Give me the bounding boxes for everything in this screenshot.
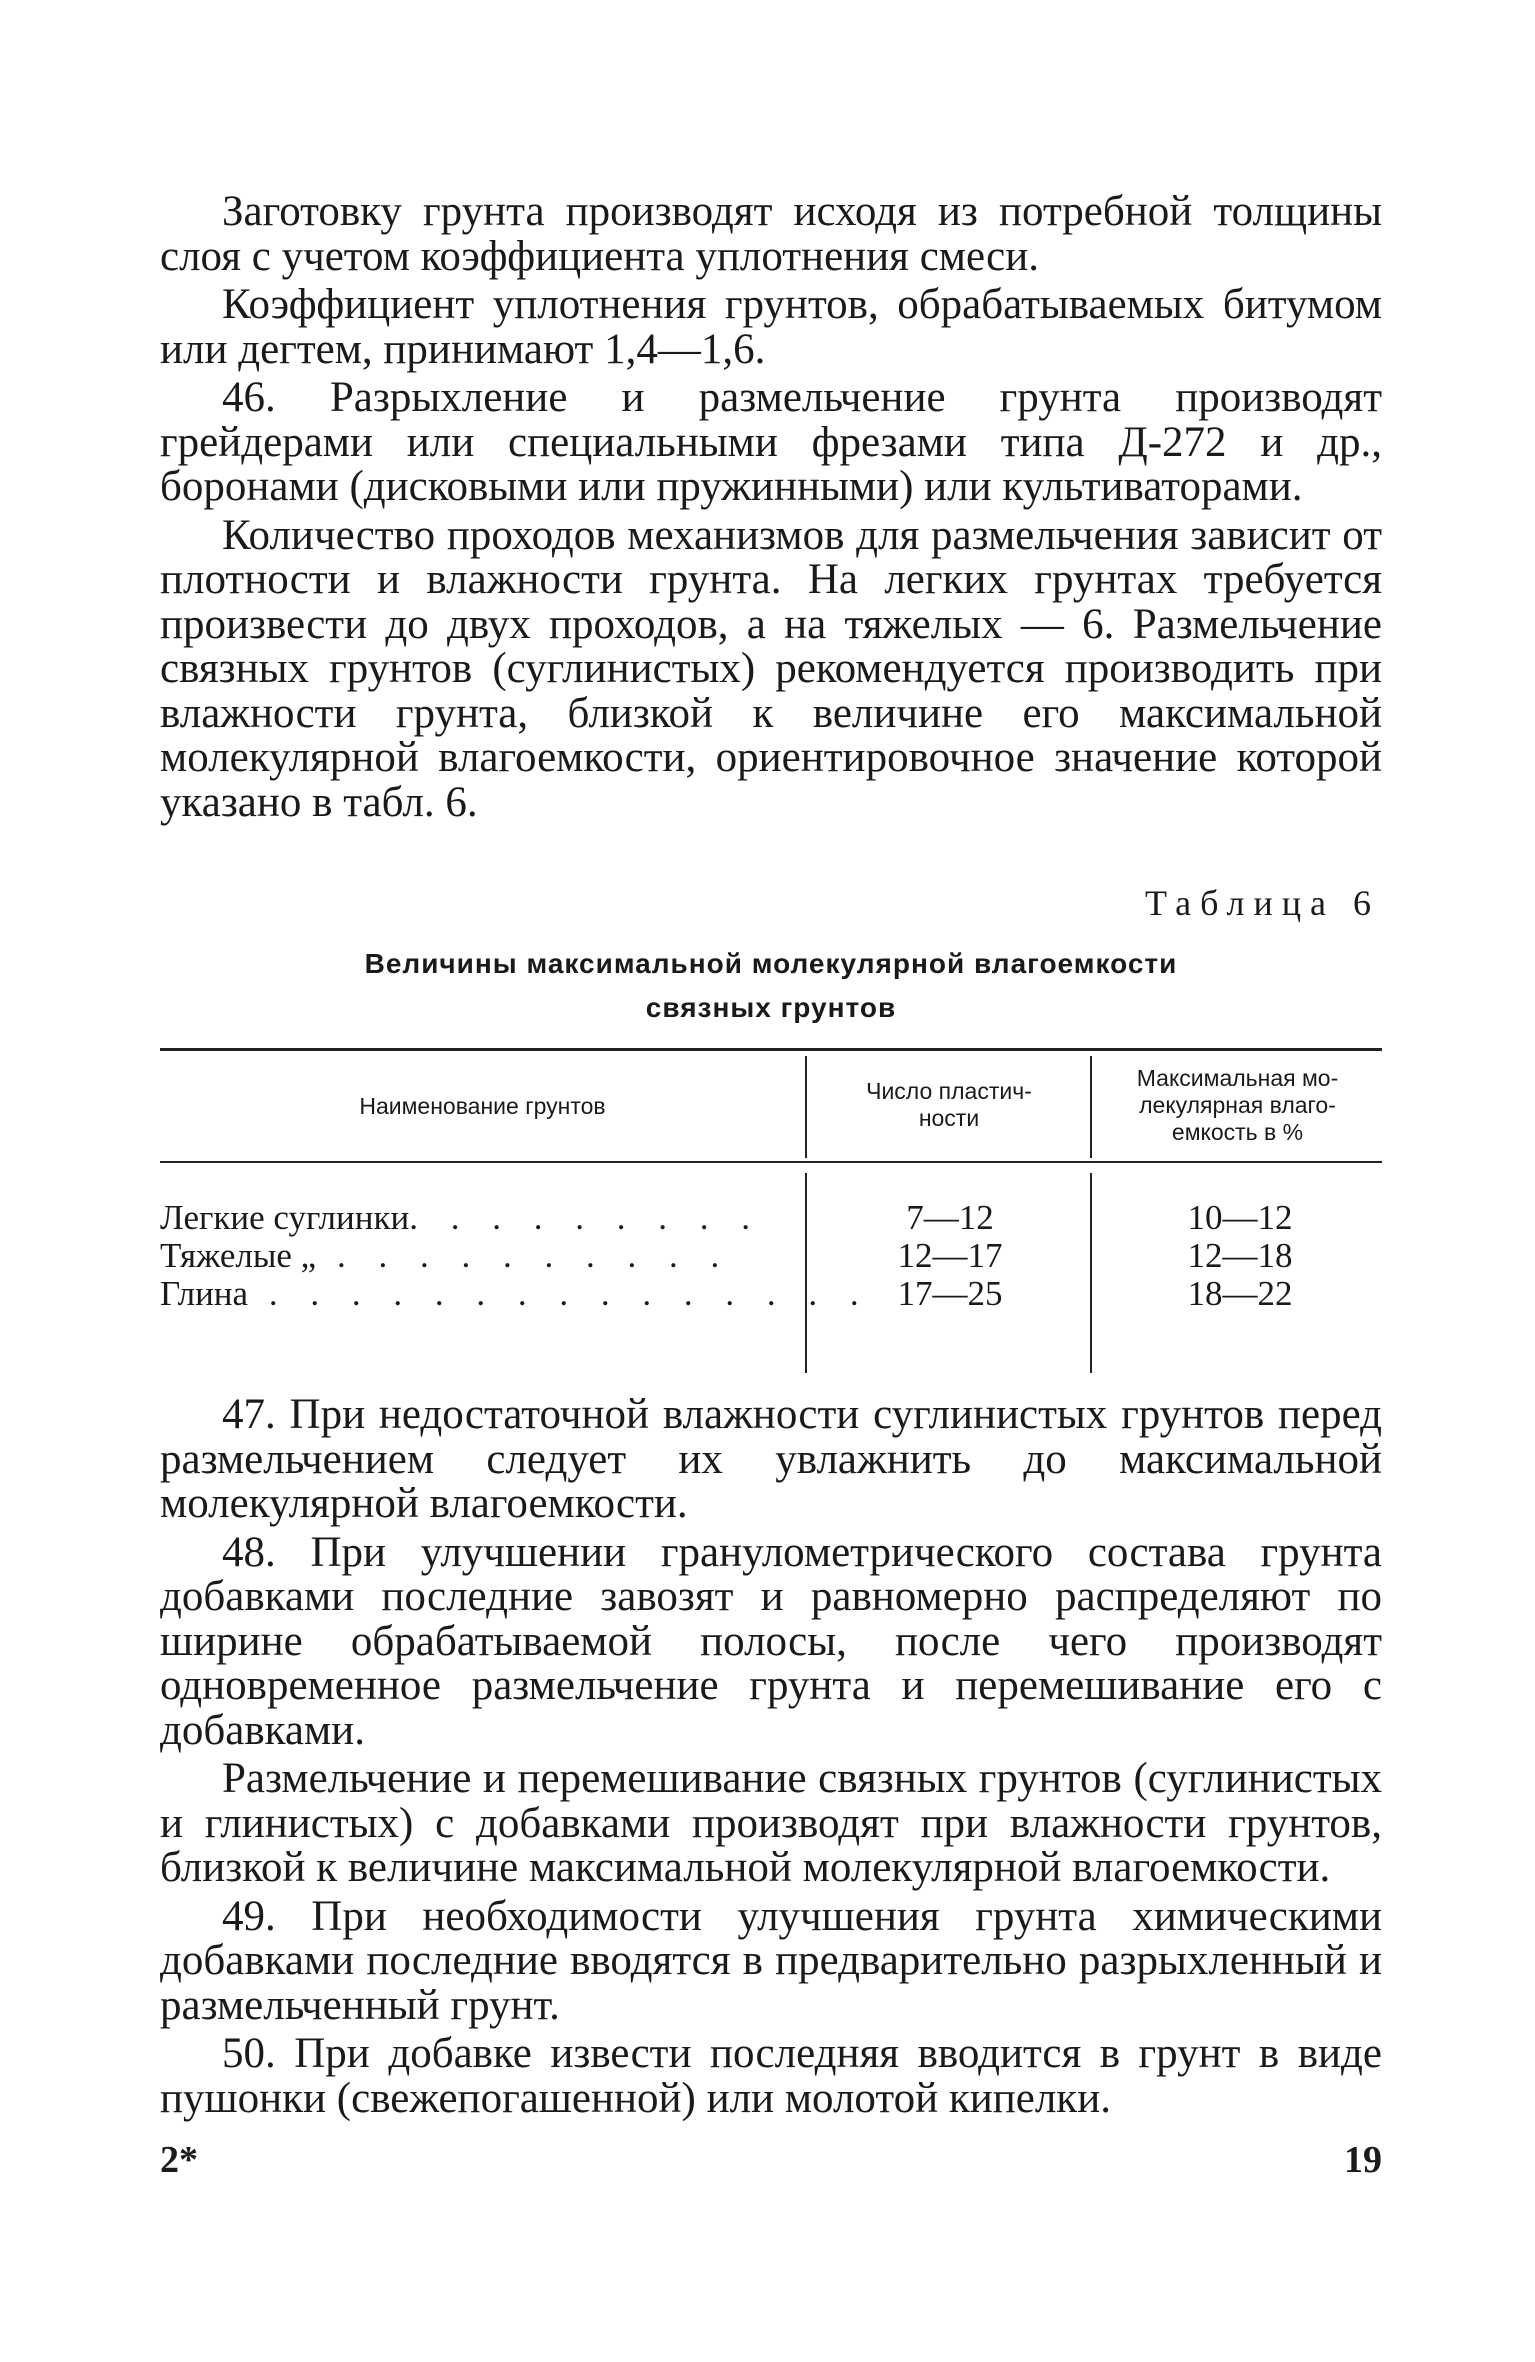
paragraph: Размельчение и перемешивание связных грунтов (суглинистых и глинистых) с добавками производят при влажности грунтов, близкой к величине максимальной молекулярной влагоемкости.: [160, 1755, 1382, 1891]
moisture-value: 10—12: [1187, 1198, 1293, 1237]
header-line: Максимальная мо-: [1136, 1065, 1339, 1091]
page-number: 19: [1344, 2139, 1382, 2181]
table-caption-line: Величины максимальной молекулярной влагоемкости: [364, 948, 1178, 979]
paragraph: 47. При недостаточной влажности суглинистых грунтов перед размельчением следует их увлажнить до максимальной молекулярной влагоемкости.: [160, 1391, 1382, 1527]
header-divider: [1090, 1056, 1092, 1158]
header-plasticity: [808, 1078, 1090, 1132]
table-label: Таблица 6: [1145, 883, 1380, 923]
table-header-rule: [160, 1161, 1382, 1163]
paragraph: Коэффициент уплотнения грунтов, обрабатываемых битумом или дегтем, принимают 1,4—1,6.: [160, 281, 1382, 373]
bottom-text-block: [160, 1393, 1382, 2121]
header-soil-name: Наименование грунтов: [359, 1093, 606, 1119]
top-text-block: [160, 190, 1382, 825]
header-line: ности: [918, 1105, 980, 1131]
plasticity-value: 7—12: [906, 1198, 994, 1237]
plasticity-value: 17—25: [897, 1274, 1003, 1313]
soil-name: [160, 1274, 871, 1314]
table-caption-line: связных грунтов: [645, 992, 897, 1023]
table-row: [160, 1274, 1382, 1314]
leader-dots: . . . . . . . . . . . . . . .: [248, 1274, 871, 1313]
header-line: Число пластич-: [866, 1078, 1032, 1104]
header-moisture: [1093, 1065, 1382, 1146]
paragraph: 49. При необходимости улучшения грунта химическими добавками последние вводятся в предварительно разрыхленный и размельченный грунт.: [160, 1892, 1382, 2029]
moisture-value: 12—18: [1187, 1236, 1293, 1275]
paragraph: Заготовку грунта производят исходя из потребной толщины слоя с учетом коэффициента уплотнения смеси.: [160, 188, 1382, 280]
moisture-value: 18—22: [1187, 1274, 1293, 1313]
header-line: емкость в %: [1171, 1119, 1304, 1145]
soil-name-text: Глина: [160, 1274, 249, 1313]
soil-name-text: Легкие суглинки: [160, 1198, 410, 1237]
soil-name: [160, 1236, 790, 1276]
header-divider: [805, 1056, 807, 1158]
leader-dots: . . . . . . . . . .: [316, 1236, 732, 1275]
header-line: лекулярная влаго-: [1139, 1092, 1336, 1118]
soil-name-text: Тяжелые „: [160, 1236, 317, 1275]
paragraph: Количество проходов механизмов для размельчения зависит от плотности и влажности грунта. На легких грунтах требуется произвести до двух проходов, а на тяжелых — 6. Размельчение связных грунтов (суглинистых) рекомендуется производить при влажности грунта, близкой к величине его максимальной молекулярной влагоемкости, ориентировочное значение которой указано в табл. 6.: [160, 511, 1382, 826]
soil-name: [160, 1198, 790, 1238]
paragraph: 50. При добавке извести последняя вводится в грунт в виде пушонки (свежепогашенной) или молотой кипелки.: [160, 2030, 1382, 2122]
table-row: [160, 1236, 1382, 1276]
table-top-rule: [160, 1048, 1382, 1051]
plasticity-value: 12—17: [897, 1236, 1003, 1275]
paragraph: 48. При улучшении гранулометрического состава грунта добавками последние завозят и равномерно распределяют по ширине обрабатываемой полосы, после чего производят одновременное размельчение грунта и перемешивание его с добавками.: [160, 1528, 1382, 1754]
signature-mark: 2*: [160, 2139, 198, 2181]
leader-dots: . . . . . . . . .: [409, 1198, 762, 1237]
paragraph: 46. Разрыхление и размельчение грунта производят грейдерами или специальными фрезами типа Д-272 и др., боронами (дисковыми или пружинными) или культиваторами.: [160, 374, 1382, 510]
table-caption: [160, 942, 1382, 1030]
table-row: [160, 1198, 1382, 1238]
